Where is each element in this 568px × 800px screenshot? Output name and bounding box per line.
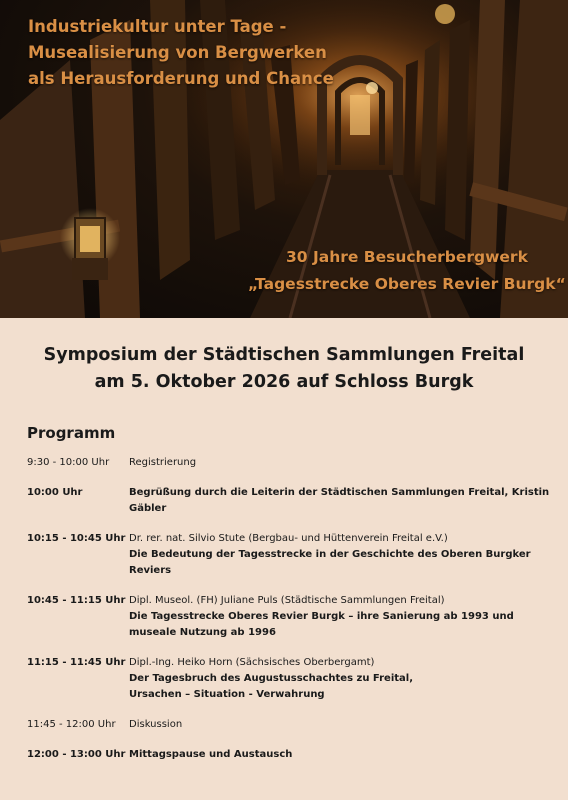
hero-title-line: Industriekultur unter Tage - [28,17,287,36]
hero-banner [0,0,568,318]
schedule-speaker: Dr. rer. nat. Silvio Stute (Bergbau- und Hüttenverein Freital e.V.) [129,533,448,544]
programm-heading: Programm [27,424,116,442]
schedule-row [27,485,552,517]
schedule-speaker: Dipl.-Ing. Heiko Horn (Sächsisches Oberbergamt) [129,657,375,668]
schedule-time: 10:15 - 10:45 Uhr [27,533,126,544]
symposium-heading [0,342,568,396]
schedule-time: 11:45 - 12:00 Uhr [27,719,116,730]
hero-title-line: als Herausforderung und Chance [28,69,334,88]
schedule-description [129,655,552,703]
schedule-row [27,747,552,763]
schedule-speaker: Dipl. Museol. (FH) Juliane Puls (Städtische Sammlungen Freital) [129,595,445,606]
schedule-row [27,655,552,703]
schedule-time: 9:30 - 10:00 Uhr [27,457,110,468]
schedule-row [27,455,552,471]
schedule-talk-title: Die Bedeutung der Tagesstrecke in der Geschichte des Oberen Burgker Reviers [129,549,531,576]
schedule-time: 10:45 - 11:15 Uhr [27,595,126,606]
symposium-line: Symposium der Städtischen Sammlungen Freital [43,345,525,365]
hero-subtitle-line: „Tagesstrecke Oberes Revier Burgk“ [248,275,566,293]
hero-subtitle [248,244,566,298]
schedule-time: 11:15 - 11:45 Uhr [27,657,126,668]
schedule-description [129,485,552,517]
program-schedule [27,455,552,763]
hero-title [28,14,338,92]
schedule-row [27,531,552,579]
symposium-line: am 5. Oktober 2026 auf Schloss Burgk [94,372,474,392]
schedule-line: Begrüßung durch die Leiterin der Städtischen Sammlungen Freital, Kristin Gäbler [129,487,550,514]
schedule-talk-title: Der Tagesbruch des Augustusschachtes zu Freital, [129,673,414,684]
schedule-time: 10:00 Uhr [27,487,83,498]
schedule-description [129,717,552,733]
schedule-description [129,593,552,641]
schedule-time: 12:00 - 13:00 Uhr [27,749,126,760]
schedule-line: Registrierung [129,457,197,468]
schedule-talk-title: Die Tagesstrecke Oberes Revier Burgk – ihre Sanierung ab 1993 und museale Nutzung ab 1996 [129,611,514,638]
hero-title-line: Musealisierung von Bergwerken [28,43,327,62]
schedule-row [27,717,552,733]
schedule-line: Diskussion [129,719,183,730]
schedule-description [129,455,552,471]
schedule-line: Mittagspause und Austausch [129,749,293,760]
hero-subtitle-line: 30 Jahre Besucherbergwerk [286,248,528,266]
schedule-row [27,593,552,641]
schedule-talk-title: Ursachen – Situation - Verwahrung [129,689,325,700]
schedule-description [129,747,552,763]
schedule-description [129,531,552,579]
